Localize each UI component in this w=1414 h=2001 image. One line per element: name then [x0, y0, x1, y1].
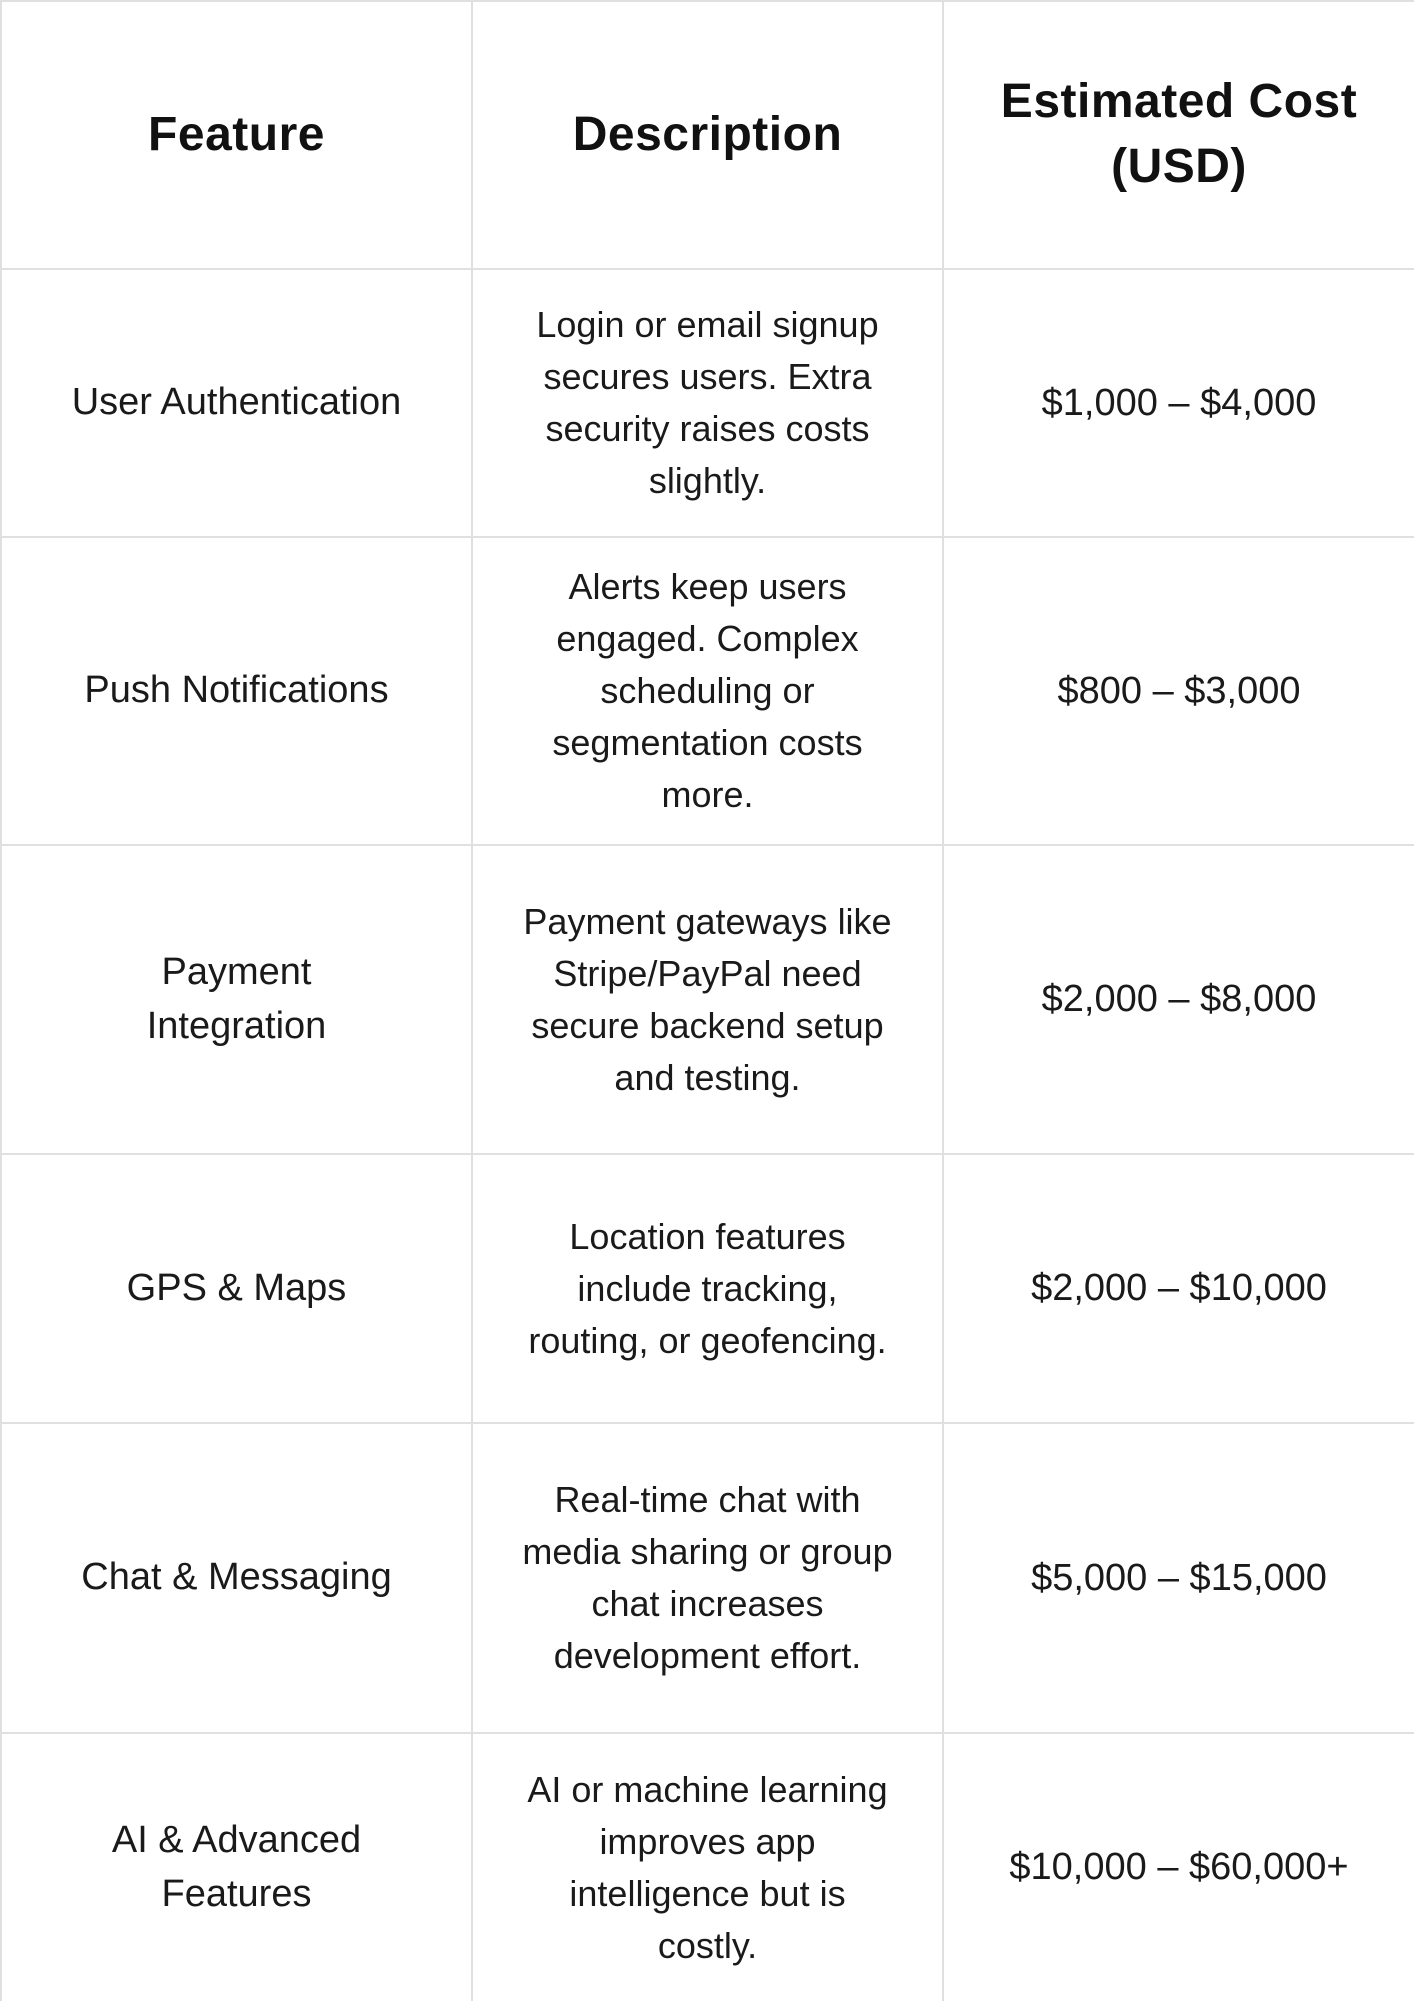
column-header-feature-label: Feature [148, 107, 325, 161]
feature-label: Chat & Messaging [81, 1556, 392, 1599]
column-header-feature [1, 1, 472, 269]
table-row-gps-maps [1, 1154, 1414, 1423]
cost-cell [943, 845, 1414, 1154]
description-cell [472, 845, 943, 1154]
description-text: AI or machine learning improves app intelligence but is costly. [527, 1768, 888, 1966]
column-header-description-label: Description [572, 107, 843, 161]
description-cell [472, 537, 943, 845]
feature-cell [1, 845, 472, 1154]
table-row-user-authentication [1, 269, 1414, 537]
column-header-cost-label: Estimated Cost (USD) [1000, 75, 1358, 193]
cost-value: $1,000 – $4,000 [1041, 381, 1317, 424]
cost-cell [943, 269, 1414, 537]
cost-value: $10,000 – $60,000+ [1009, 1846, 1349, 1888]
table-row-chat-messaging [1, 1423, 1414, 1733]
feature-label: AI & Advanced Features [111, 1819, 362, 1915]
feature-cell [1, 537, 472, 845]
header-row [1, 1, 1414, 269]
cost-value: $800 – $3,000 [1057, 669, 1301, 712]
feature-label: User Authentication [71, 381, 402, 424]
description-text: Real-time chat with media sharing or group chat increases development effort. [522, 1479, 893, 1676]
description-cell [472, 1154, 943, 1423]
description-text: Payment gateways like Stripe/PayPal need secure backend setup and testing. [523, 900, 892, 1098]
table-row-ai-advanced-features [1, 1733, 1414, 2001]
cost-value: $2,000 – $10,000 [1031, 1267, 1327, 1309]
cost-cell [943, 537, 1414, 845]
cost-value: $2,000 – $8,000 [1041, 978, 1317, 1020]
feature-cell [1, 269, 472, 537]
description-cell [472, 1423, 943, 1733]
cost-cell [943, 1733, 1414, 2001]
feature-label: Payment Integration [146, 951, 327, 1047]
description-text: Login or email signup secures users. Extra security raises costs slightly. [536, 304, 879, 501]
column-header-description [472, 1, 943, 269]
feature-cell [1, 1154, 472, 1423]
description-text: Alerts keep users engaged. Complex scheduling or segmentation costs more. [552, 566, 863, 815]
description-cell [472, 269, 943, 537]
column-header-cost [943, 1, 1414, 269]
feature-cell [1, 1423, 472, 1733]
description-cell [472, 1733, 943, 2001]
table-row-push-notifications [1, 537, 1414, 845]
feature-cell [1, 1733, 472, 2001]
feature-label: Push Notifications [84, 669, 389, 712]
table-row-payment-integration [1, 845, 1414, 1154]
description-text: Location features include tracking, routing, or geofencing. [528, 1215, 887, 1361]
cost-cell [943, 1423, 1414, 1733]
cost-value: $5,000 – $15,000 [1031, 1556, 1327, 1599]
feature-label: GPS & Maps [126, 1266, 347, 1309]
cost-cell [943, 1154, 1414, 1423]
